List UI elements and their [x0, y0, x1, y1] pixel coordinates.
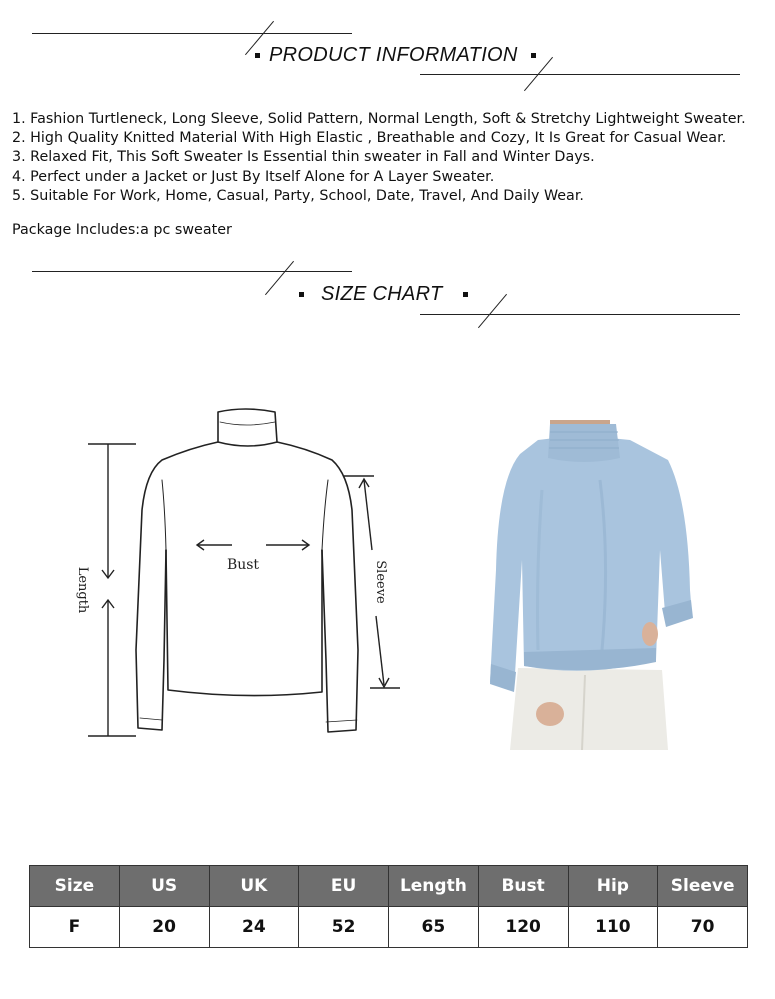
column-header: US: [119, 866, 209, 907]
bullet-square-left: [299, 292, 304, 297]
table-cell: 24: [209, 907, 299, 948]
table-cell: 20: [119, 907, 209, 948]
bullet-square-right: [463, 292, 468, 297]
description-line: 2. High Quality Knitted Material With High Elastic , Breathable and Cozy, It Is Great for Casual Wear.: [12, 130, 727, 147]
header-rule-right: [420, 314, 740, 315]
header-rule-left: [32, 271, 352, 272]
header-rule-right: [420, 74, 740, 75]
sleeve-label: Sleeve: [373, 560, 388, 604]
product-info-title: PRODUCT INFORMATION: [269, 44, 518, 66]
column-header: Length: [389, 866, 479, 907]
bust-arrow: [197, 540, 309, 550]
description-line: 5. Suitable For Work, Home, Casual, Party, School, Date, Travel, And Daily Wear.: [12, 187, 584, 204]
table-cell: 52: [299, 907, 389, 948]
table-cell: 65: [389, 907, 479, 948]
header-slash-left: [265, 261, 294, 295]
size-table: [29, 865, 748, 948]
column-header: Bust: [478, 866, 568, 907]
table-cell: 70: [658, 907, 748, 948]
table-cell: F: [30, 907, 120, 948]
length-arrow: [88, 444, 136, 736]
package-includes: Package Includes:a pc sweater: [12, 222, 232, 238]
length-label: Length: [75, 566, 90, 614]
column-header: UK: [209, 866, 299, 907]
size-chart-title: SIZE CHART: [321, 283, 443, 305]
table-cell: 120: [478, 907, 568, 948]
bullet-square-left: [255, 53, 260, 58]
description-line: 1. Fashion Turtleneck, Long Sleeve, Solid Pattern, Normal Length, Soft & Stretchy Lightweight Sweater.: [12, 111, 746, 127]
table-cell: 110: [568, 907, 658, 948]
bullet-square-right: [531, 53, 536, 58]
model-photo: [490, 420, 695, 750]
header-rule-left: [32, 33, 352, 34]
bust-label: Bust: [226, 557, 260, 573]
description-line: 4. Perfect under a Jacket or Just By Itself Alone for A Layer Sweater.: [12, 168, 495, 185]
product-description: [12, 110, 772, 206]
header-slash-right: [478, 294, 507, 328]
description-line: 3. Relaxed Fit, This Soft Sweater Is Essential thin sweater in Fall and Winter Days.: [12, 149, 595, 166]
column-header: Size: [30, 866, 120, 907]
column-header: Hip: [568, 866, 658, 907]
column-header: EU: [299, 866, 389, 907]
table-row: [30, 907, 748, 948]
column-header: Sleeve: [658, 866, 748, 907]
sweater-measurement-diagram: [70, 400, 420, 760]
size-table-header-row: [30, 866, 748, 907]
